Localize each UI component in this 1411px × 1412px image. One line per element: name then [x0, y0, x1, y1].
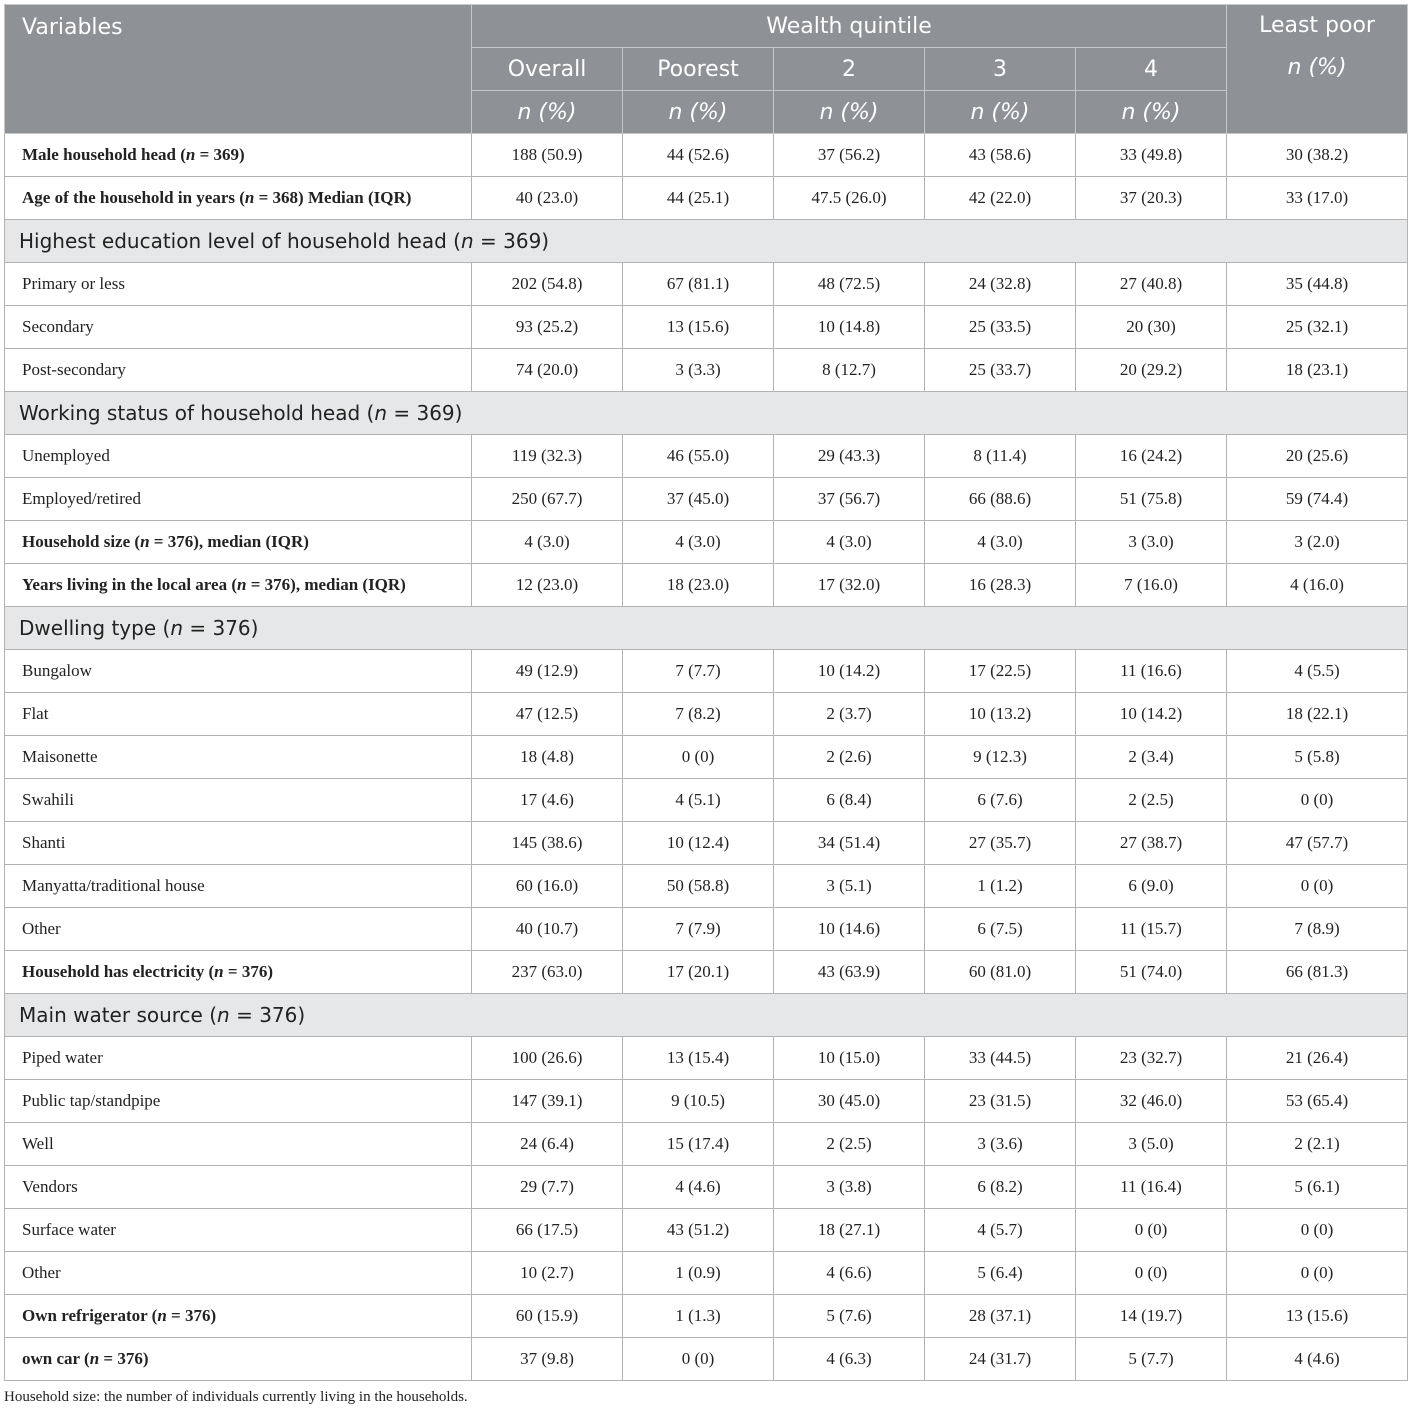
row-label — [5, 1209, 472, 1252]
label-n: n — [185, 145, 196, 164]
label-text: Own refrigerator ( — [22, 1306, 158, 1325]
label-text: Working status of household head ( — [19, 401, 375, 425]
label-text: Flat — [22, 704, 49, 723]
least-poor-label: Least poor — [1259, 13, 1375, 38]
table-cell: 3 (5.1) — [774, 865, 925, 908]
table-cell: 2 (2.1) — [1227, 1123, 1408, 1166]
label-text: Primary or less — [22, 274, 125, 293]
row-label — [5, 1252, 472, 1295]
label-n: n — [217, 1003, 230, 1027]
table-row — [5, 736, 1408, 779]
table-cell: 66 (17.5) — [472, 1209, 623, 1252]
table-cell: 60 (16.0) — [472, 865, 623, 908]
table-cell: 7 (8.2) — [623, 693, 774, 736]
row-label — [5, 779, 472, 822]
table-cell: 51 (74.0) — [1076, 951, 1227, 994]
label-n: n — [89, 1349, 100, 1368]
label-text: Dwelling type ( — [19, 616, 171, 640]
table-cell: 13 (15.6) — [623, 306, 774, 349]
table-row — [5, 693, 1408, 736]
least-poor-header — [1227, 5, 1408, 134]
table-row — [5, 134, 1408, 177]
unit-overall: n (%) — [472, 91, 623, 134]
table-row — [5, 822, 1408, 865]
table-cell: 30 (45.0) — [774, 1080, 925, 1123]
table-cell: 4 (16.0) — [1227, 564, 1408, 607]
table-cell: 37 (45.0) — [623, 478, 774, 521]
table-row — [5, 951, 1408, 994]
label-text: Other — [22, 1263, 61, 1282]
unit-q2: n (%) — [774, 91, 925, 134]
table-cell: 5 (7.7) — [1076, 1338, 1227, 1381]
row-label — [5, 564, 472, 607]
table-cell: 17 (22.5) — [925, 650, 1076, 693]
table-cell: 33 (49.8) — [1076, 134, 1227, 177]
table-cell: 2 (3.4) — [1076, 736, 1227, 779]
table-cell: 40 (10.7) — [472, 908, 623, 951]
table-cell: 24 (31.7) — [925, 1338, 1076, 1381]
table-cell: 4 (5.7) — [925, 1209, 1076, 1252]
label-count: = 369) — [387, 401, 463, 425]
label-text: Household size ( — [22, 532, 141, 551]
label-text: Employed/retired — [22, 489, 141, 508]
table-cell: 27 (38.7) — [1076, 822, 1227, 865]
label-text: Post-secondary — [22, 360, 126, 379]
table-cell: 44 (52.6) — [623, 134, 774, 177]
table-cell: 25 (33.5) — [925, 306, 1076, 349]
table-cell: 8 (11.4) — [925, 435, 1076, 478]
table-cell: 6 (8.2) — [925, 1166, 1076, 1209]
table-cell: 10 (2.7) — [472, 1252, 623, 1295]
table-cell: 44 (25.1) — [623, 177, 774, 220]
table-cell: 0 (0) — [1227, 1209, 1408, 1252]
label-n: n — [374, 401, 387, 425]
label-n: n — [140, 532, 150, 551]
label-n: n — [460, 229, 474, 253]
table-cell: 237 (63.0) — [472, 951, 623, 994]
table-cell: 119 (32.3) — [472, 435, 623, 478]
table-cell: 53 (65.4) — [1227, 1080, 1408, 1123]
label-count: = 376) — [229, 1003, 306, 1027]
column-header-overall: Overall — [472, 48, 623, 91]
table-cell: 20 (25.6) — [1227, 435, 1408, 478]
section-header-row — [5, 607, 1408, 650]
table-cell: 37 (56.7) — [774, 478, 925, 521]
table-cell: 93 (25.2) — [472, 306, 623, 349]
table-cell: 4 (3.0) — [623, 521, 774, 564]
label-n: n — [157, 1306, 167, 1325]
label-text: Years living in the local area ( — [22, 575, 237, 594]
table-cell: 2 (2.5) — [1076, 779, 1227, 822]
table-cell: 4 (4.6) — [1227, 1338, 1408, 1381]
table-cell: 5 (6.1) — [1227, 1166, 1408, 1209]
row-label — [5, 1080, 472, 1123]
section-label — [5, 607, 1408, 650]
table-header — [5, 5, 1408, 134]
table-cell: 29 (7.7) — [472, 1166, 623, 1209]
table-cell: 48 (72.5) — [774, 263, 925, 306]
table-cell: 27 (40.8) — [1076, 263, 1227, 306]
table-cell: 6 (7.6) — [925, 779, 1076, 822]
table-cell: 37 (56.2) — [774, 134, 925, 177]
row-label — [5, 263, 472, 306]
table-cell: 15 (17.4) — [623, 1123, 774, 1166]
table-row — [5, 650, 1408, 693]
label-text: Piped water — [22, 1048, 103, 1067]
table-cell: 4 (3.0) — [925, 521, 1076, 564]
table-row — [5, 865, 1408, 908]
table-cell: 0 (0) — [1227, 865, 1408, 908]
table-row — [5, 177, 1408, 220]
table-cell: 147 (39.1) — [472, 1080, 623, 1123]
row-label — [5, 1338, 472, 1381]
table-cell: 4 (3.0) — [774, 521, 925, 564]
row-label — [5, 908, 472, 951]
table-cell: 8 (12.7) — [774, 349, 925, 392]
table-cell: 33 (44.5) — [925, 1037, 1076, 1080]
table-cell: 1 (0.9) — [623, 1252, 774, 1295]
table-row — [5, 1252, 1408, 1295]
table-cell: 6 (7.5) — [925, 908, 1076, 951]
row-label — [5, 822, 472, 865]
table-cell: 10 (14.2) — [774, 650, 925, 693]
table-cell: 47 (57.7) — [1227, 822, 1408, 865]
table-cell: 3 (3.0) — [1076, 521, 1227, 564]
table-cell: 4 (5.5) — [1227, 650, 1408, 693]
table-cell: 59 (74.4) — [1227, 478, 1408, 521]
table-cell: 13 (15.6) — [1227, 1295, 1408, 1338]
table-row — [5, 779, 1408, 822]
table-cell: 4 (6.6) — [774, 1252, 925, 1295]
row-label — [5, 951, 472, 994]
table-cell: 60 (15.9) — [472, 1295, 623, 1338]
table-cell: 29 (43.3) — [774, 435, 925, 478]
table-footnote: Household size: the number of individuals currently living in the households. — [4, 1389, 468, 1405]
table-cell: 3 (5.0) — [1076, 1123, 1227, 1166]
row-label — [5, 1123, 472, 1166]
table-cell: 2 (2.5) — [774, 1123, 925, 1166]
wealth-quintile-header: Wealth quintile — [472, 5, 1227, 48]
table-cell: 66 (88.6) — [925, 478, 1076, 521]
table-row — [5, 521, 1408, 564]
unit-q3: n (%) — [925, 91, 1076, 134]
table-cell: 0 (0) — [623, 736, 774, 779]
label-n: n — [237, 575, 247, 594]
label-n: n — [170, 616, 183, 640]
table-cell: 11 (15.7) — [1076, 908, 1227, 951]
table-cell: 10 (14.2) — [1076, 693, 1227, 736]
table-cell: 17 (4.6) — [472, 779, 623, 822]
table-cell: 3 (3.3) — [623, 349, 774, 392]
table-cell: 43 (58.6) — [925, 134, 1076, 177]
table-cell: 50 (58.8) — [623, 865, 774, 908]
table-cell: 74 (20.0) — [472, 349, 623, 392]
table-cell: 0 (0) — [1227, 779, 1408, 822]
table-cell: 23 (31.5) — [925, 1080, 1076, 1123]
table-row — [5, 1080, 1408, 1123]
table-cell: 145 (38.6) — [472, 822, 623, 865]
table-row — [5, 1123, 1408, 1166]
table-row — [5, 1037, 1408, 1080]
table-cell: 33 (17.0) — [1227, 177, 1408, 220]
table-cell: 18 (4.8) — [472, 736, 623, 779]
section-header-row — [5, 392, 1408, 435]
label-n: n — [244, 188, 255, 207]
table-cell: 18 (27.1) — [774, 1209, 925, 1252]
row-label — [5, 1166, 472, 1209]
table-cell: 14 (19.7) — [1076, 1295, 1227, 1338]
table-cell: 24 (6.4) — [472, 1123, 623, 1166]
table-cell: 16 (24.2) — [1076, 435, 1227, 478]
row-label — [5, 693, 472, 736]
row-label — [5, 865, 472, 908]
column-header-q2: 2 — [774, 48, 925, 91]
row-label — [5, 177, 472, 220]
unit-q4: n (%) — [1076, 91, 1227, 134]
label-text: Main water source ( — [19, 1003, 218, 1027]
row-label — [5, 1295, 472, 1338]
table-cell: 25 (33.7) — [925, 349, 1076, 392]
table-cell: 7 (7.9) — [623, 908, 774, 951]
table-cell: 5 (6.4) — [925, 1252, 1076, 1295]
label-text: Well — [22, 1134, 54, 1153]
label-text: Unemployed — [22, 446, 110, 465]
column-header-poorest: Poorest — [623, 48, 774, 91]
table-cell: 7 (7.7) — [623, 650, 774, 693]
table-cell: 66 (81.3) — [1227, 951, 1408, 994]
table-cell: 20 (29.2) — [1076, 349, 1227, 392]
row-label — [5, 435, 472, 478]
table-cell: 3 (2.0) — [1227, 521, 1408, 564]
unit-poorest: n (%) — [623, 91, 774, 134]
table-cell: 32 (46.0) — [1076, 1080, 1227, 1123]
table-cell: 4 (3.0) — [472, 521, 623, 564]
variables-header: Variables — [5, 5, 472, 134]
table-row — [5, 478, 1408, 521]
row-label — [5, 1037, 472, 1080]
label-text: Vendors — [22, 1177, 78, 1196]
table-cell: 42 (22.0) — [925, 177, 1076, 220]
table-cell: 23 (32.7) — [1076, 1037, 1227, 1080]
table-cell: 10 (13.2) — [925, 693, 1076, 736]
table-cell: 5 (5.8) — [1227, 736, 1408, 779]
table-cell: 9 (10.5) — [623, 1080, 774, 1123]
table-cell: 17 (20.1) — [623, 951, 774, 994]
label-text: Male household head ( — [22, 145, 186, 164]
label-count: = 376) — [166, 1306, 217, 1325]
label-text: Surface water — [22, 1220, 116, 1239]
table-cell: 16 (28.3) — [925, 564, 1076, 607]
label-text: Secondary — [22, 317, 94, 336]
table-row — [5, 306, 1408, 349]
table-cell: 9 (12.3) — [925, 736, 1076, 779]
table-cell: 0 (0) — [623, 1338, 774, 1381]
table-row — [5, 1209, 1408, 1252]
table-cell: 202 (54.8) — [472, 263, 623, 306]
table-cell: 47 (12.5) — [472, 693, 623, 736]
table-cell: 24 (32.8) — [925, 263, 1076, 306]
row-label — [5, 736, 472, 779]
label-count: = 369) — [195, 145, 245, 164]
column-header-q4: 4 — [1076, 48, 1227, 91]
table-cell: 10 (14.8) — [774, 306, 925, 349]
table-body — [5, 134, 1408, 1381]
label-count: = 376) — [223, 962, 273, 981]
table-cell: 2 (3.7) — [774, 693, 925, 736]
table-cell: 4 (6.3) — [774, 1338, 925, 1381]
label-text: Other — [22, 919, 61, 938]
table-cell: 18 (23.0) — [623, 564, 774, 607]
table-cell: 3 (3.8) — [774, 1166, 925, 1209]
table-cell: 7 (16.0) — [1076, 564, 1227, 607]
label-count: = 376), median (IQR) — [149, 532, 309, 551]
table-cell: 46 (55.0) — [623, 435, 774, 478]
section-label — [5, 392, 1408, 435]
household-characteristics-table — [4, 4, 1408, 1381]
label-text: Bungalow — [22, 661, 92, 680]
table-cell: 25 (32.1) — [1227, 306, 1408, 349]
table-cell: 43 (63.9) — [774, 951, 925, 994]
label-text: Highest education level of household head ( — [19, 229, 461, 253]
table-cell: 100 (26.6) — [472, 1037, 623, 1080]
label-text: own car ( — [22, 1349, 90, 1368]
table-cell: 40 (23.0) — [472, 177, 623, 220]
table-cell: 10 (14.6) — [774, 908, 925, 951]
column-header-q3: 3 — [925, 48, 1076, 91]
table-cell: 37 (9.8) — [472, 1338, 623, 1381]
table-row — [5, 263, 1408, 306]
table-cell: 4 (5.1) — [623, 779, 774, 822]
label-text: Manyatta/traditional house — [22, 876, 205, 895]
table-cell: 30 (38.2) — [1227, 134, 1408, 177]
table-cell: 21 (26.4) — [1227, 1037, 1408, 1080]
table-cell: 0 (0) — [1227, 1252, 1408, 1295]
row-label — [5, 306, 472, 349]
table-row — [5, 1166, 1408, 1209]
label-text: Maisonette — [22, 747, 98, 766]
table-cell: 18 (23.1) — [1227, 349, 1408, 392]
table-cell: 43 (51.2) — [623, 1209, 774, 1252]
table-cell: 12 (23.0) — [472, 564, 623, 607]
table-cell: 3 (3.6) — [925, 1123, 1076, 1166]
row-label — [5, 478, 472, 521]
table-cell: 18 (22.1) — [1227, 693, 1408, 736]
table-cell: 27 (35.7) — [925, 822, 1076, 865]
table-cell: 20 (30) — [1076, 306, 1227, 349]
table-row — [5, 1295, 1408, 1338]
least-poor-unit: n (%) — [1287, 55, 1347, 80]
table-cell: 51 (75.8) — [1076, 478, 1227, 521]
table-cell: 11 (16.4) — [1076, 1166, 1227, 1209]
table-row — [5, 349, 1408, 392]
table-cell: 47.5 (26.0) — [774, 177, 925, 220]
table-cell: 28 (37.1) — [925, 1295, 1076, 1338]
section-header-row — [5, 994, 1408, 1037]
table-row — [5, 564, 1408, 607]
table-cell: 11 (16.6) — [1076, 650, 1227, 693]
table-cell: 10 (15.0) — [774, 1037, 925, 1080]
table-cell: 13 (15.4) — [623, 1037, 774, 1080]
section-label — [5, 220, 1408, 263]
table-cell: 17 (32.0) — [774, 564, 925, 607]
table-cell: 188 (50.9) — [472, 134, 623, 177]
table-cell: 67 (81.1) — [623, 263, 774, 306]
label-count: = 376) — [183, 616, 259, 640]
table-row — [5, 908, 1408, 951]
table-cell: 0 (0) — [1076, 1209, 1227, 1252]
table-cell: 250 (67.7) — [472, 478, 623, 521]
row-label — [5, 134, 472, 177]
label-count: = 369) — [473, 229, 550, 253]
label-text: Age of the household in years ( — [22, 188, 245, 207]
table-cell: 4 (4.6) — [623, 1166, 774, 1209]
label-text: Shanti — [22, 833, 66, 852]
label-text: Household has electricity ( — [22, 962, 215, 981]
table-row — [5, 435, 1408, 478]
table-cell: 1 (1.3) — [623, 1295, 774, 1338]
table-cell: 6 (8.4) — [774, 779, 925, 822]
table-cell: 1 (1.2) — [925, 865, 1076, 908]
table-cell: 37 (20.3) — [1076, 177, 1227, 220]
table-cell: 60 (81.0) — [925, 951, 1076, 994]
table-cell: 10 (12.4) — [623, 822, 774, 865]
table-cell: 49 (12.9) — [472, 650, 623, 693]
label-text: Swahili — [22, 790, 74, 809]
table-cell: 6 (9.0) — [1076, 865, 1227, 908]
table-cell: 5 (7.6) — [774, 1295, 925, 1338]
row-label — [5, 521, 472, 564]
table-cell: 7 (8.9) — [1227, 908, 1408, 951]
row-label — [5, 349, 472, 392]
table-cell: 0 (0) — [1076, 1252, 1227, 1295]
label-count: = 376) — [99, 1349, 149, 1368]
label-count: = 368) Median (IQR) — [254, 188, 412, 207]
label-text: Public tap/standpipe — [22, 1091, 161, 1110]
section-header-row — [5, 220, 1408, 263]
label-count: = 376), median (IQR) — [246, 575, 406, 594]
section-label — [5, 994, 1408, 1037]
table-row — [5, 1338, 1408, 1381]
table-cell: 2 (2.6) — [774, 736, 925, 779]
row-label — [5, 650, 472, 693]
label-n: n — [214, 962, 224, 981]
table-cell: 35 (44.8) — [1227, 263, 1408, 306]
table-cell: 34 (51.4) — [774, 822, 925, 865]
